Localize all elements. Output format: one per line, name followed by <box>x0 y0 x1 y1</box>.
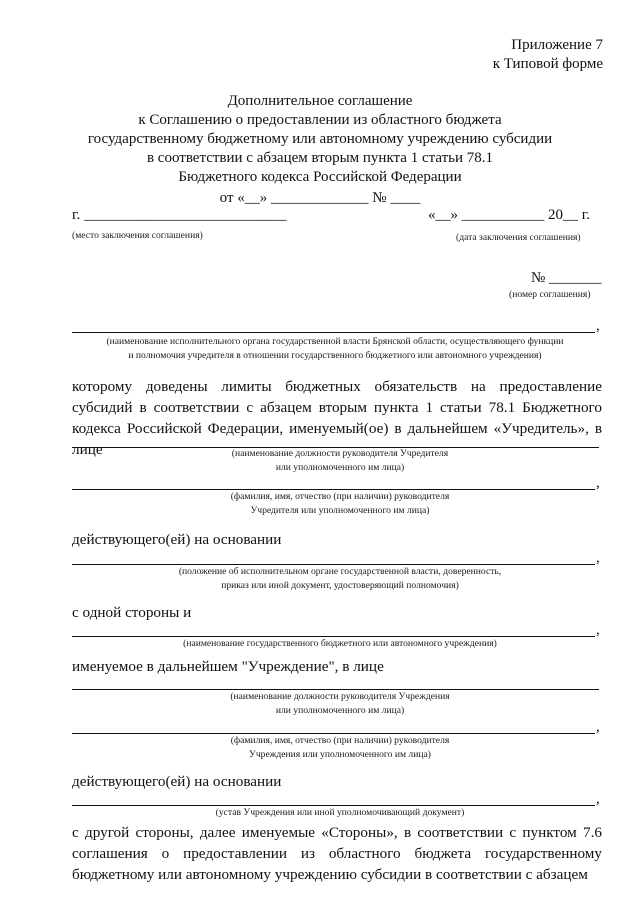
institution-head-caption-line-1: (фамилия, имя, отчество (при наличии) руководителя <box>230 735 450 746</box>
founder-org-caption-line-1: (наименование исполнительного органа государственной власти Брянской области, осуществляющего функции <box>106 336 564 347</box>
appendix-header <box>493 36 603 74</box>
institution-head-caption-line-2: Учреждения или уполномоченного им лица) <box>249 749 431 760</box>
institution-position-caption <box>150 690 530 718</box>
title-line-3: государственному бюджетному или автономному учреждению субсидии <box>87 131 553 147</box>
institution-basis-comma: , <box>596 791 600 807</box>
founder-name-caption <box>150 490 530 518</box>
institution-position-caption-line-2: или уполномоченного им лица) <box>275 705 405 716</box>
title-line-4: в соответствии с абзацем вторым пункта 1 статьи 78.1 <box>146 150 494 166</box>
title-line-1: Дополнительное соглашение <box>227 93 413 109</box>
founder-position-caption <box>150 447 530 475</box>
founder-basis-caption <box>120 565 560 593</box>
institution-position-caption-line-1: (наименование должности руководителя Учреждения <box>230 691 450 702</box>
founder-org-caption <box>60 335 610 363</box>
date-caption: (дата заключения соглашения) <box>456 232 581 243</box>
date-field <box>428 207 590 224</box>
founder-name-comma: , <box>596 475 600 491</box>
acting-basis-1: действующего(ей) на основании <box>72 531 282 548</box>
title-line-5: Бюджетного кодекса Российской Федерации <box>178 169 462 185</box>
paragraph-founder: которому доведены лимиты бюджетных обязательств на предоставление субсидий в соответствии с абзацем вторым пункта 1 статьи 78.1 Бюджетного кодекса Российской Федерации, именуемый(ое) в дальнейшем «Учредитель», в лице <box>72 378 602 458</box>
place-label: г. ___________________________ <box>72 207 287 223</box>
agreement-number-caption: (номер соглашения) <box>509 289 591 300</box>
place-field <box>72 207 286 224</box>
institution-name-comma: , <box>596 622 600 638</box>
institution-head-caption <box>150 734 530 762</box>
appendix-line-1: Приложение 7 <box>511 37 603 53</box>
title-line-2: к Соглашению о предоставлении из областного бюджета <box>138 112 502 128</box>
founder-name-caption-line-1: (фамилия, имя, отчество (при наличии) руководителя <box>230 491 450 502</box>
founder-org-line <box>72 332 595 333</box>
agreement-number-field: № _______ <box>531 270 602 286</box>
institution-basis-caption: (устав Учреждения или иной уполномочивающий документ) <box>215 807 465 818</box>
institution-head-comma: , <box>596 719 600 735</box>
founder-name-caption-line-2: Учредителя или уполномоченного им лица) <box>250 505 430 516</box>
acting-basis-2: действующего(ей) на основании <box>72 773 282 790</box>
date-label: «__» ___________ 20__ г. <box>428 207 590 223</box>
founder-org-comma: , <box>596 318 600 334</box>
institution-name-caption: (наименование государственного бюджетного или автономного учреждения) <box>183 638 497 649</box>
founder-basis-comma: , <box>596 550 600 566</box>
appendix-line-2: к Типовой форме <box>492 56 603 72</box>
founder-org-caption-line-2: и полномочия учредителя в отношении государственного бюджетного или автономного учреждения) <box>128 350 542 361</box>
title-line-6: от «__» _____________ № ____ <box>219 190 421 206</box>
founder-position-caption-line-2: или уполномоченного им лица) <box>275 462 405 473</box>
founder-basis-caption-line-1: (положение об исполнительном органе государственной власти, доверенность, <box>178 566 502 577</box>
document-title <box>0 92 640 208</box>
one-side-text: с одной стороны и <box>72 604 192 621</box>
paragraph-parties: с другой стороны, далее именуемые «Стороны», в соответствии с пунктом 7.6 соглашения о предоставлении из областного бюджета государственному бюджетному или автономному учреждению субсидии в соответствии с абзацем <box>72 824 602 883</box>
place-caption: (место заключения соглашения) <box>72 230 203 241</box>
institution-intro: именуемое в дальнейшем "Учреждение", в лице <box>72 658 384 675</box>
founder-position-caption-line-1: (наименование должности руководителя Учредителя <box>231 448 449 459</box>
founder-basis-caption-line-2: приказ или иной документ, удостоверяющий полномочия) <box>221 580 459 591</box>
